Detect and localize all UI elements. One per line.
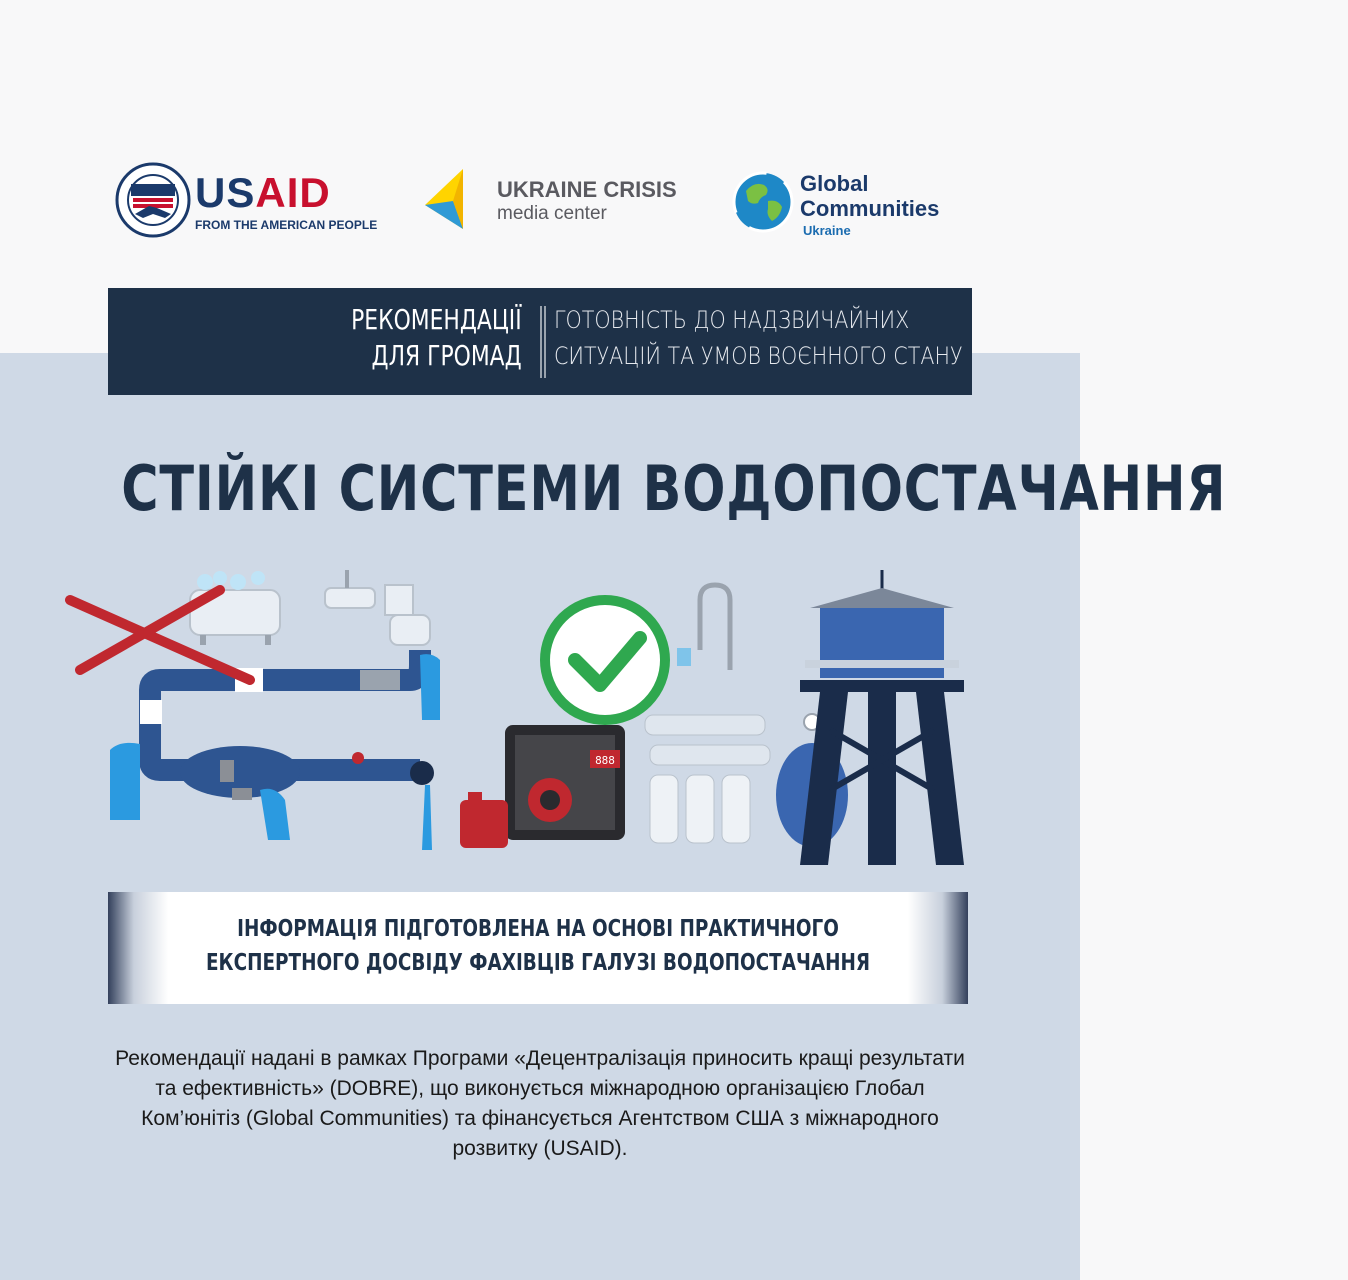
body-line3: Ком’юнітіз (Global Communities) та фінансується Агентством США з міжнародного [141, 1107, 939, 1130]
broken-pipes-icon [70, 570, 440, 850]
ucmc-subtitle: media center [497, 203, 607, 224]
banner-left-line2: ДЛЯ ГРОМАД [371, 339, 522, 372]
gc-title-line2: Communities [800, 196, 940, 221]
page-title-text: СТІЙКІ СИСТЕМИ ВОДОПОСТАЧАННЯ [121, 452, 1227, 525]
water-tower-icon [800, 570, 964, 865]
page-title [0, 452, 1227, 525]
header-banner [108, 288, 972, 395]
body-line4: розвитку (USAID). [452, 1137, 628, 1160]
usaid-wordmark: USAID [195, 169, 331, 216]
globe-icon [732, 171, 794, 233]
gc-country: Ukraine [803, 223, 851, 238]
ucmc-title: UKRAINE CRISIS [497, 177, 677, 202]
body-line1: Рекомендації надані в рамках Програми «Децентралізація приносить кращі результати [115, 1047, 965, 1070]
banner-right-line1: ГОТОВНІСТЬ ДО НАДЗВИЧАЙНИХ [554, 306, 910, 334]
usaid-tagline: FROM THE AMERICAN PEOPLE [195, 218, 378, 232]
body-paragraph [100, 1044, 980, 1164]
usaid-logo [115, 160, 378, 240]
info-text [108, 912, 968, 980]
info-line2: ЕКСПЕРТНОГО ДОСВІДУ ФАХІВЦІВ ГАЛУЗІ ВОДОПОСТАЧАННЯ [205, 950, 871, 976]
banner-left-text [351, 302, 522, 374]
usaid-seal-icon [115, 162, 191, 238]
body-line2: та ефективність» (DOBRE), що виконується міжнародною організацією Глобал [155, 1077, 925, 1100]
partner-logos [0, 150, 1080, 250]
water-systems-illustration [60, 560, 1020, 880]
banner-right-text [554, 302, 963, 374]
info-line1: ІНФОРМАЦІЯ ПІДГОТОВЛЕНА НА ОСНОВІ ПРАКТИЧНОГО [237, 916, 839, 942]
info-panel [108, 892, 968, 1004]
generator-icon [460, 600, 665, 848]
ucmc-logo [425, 165, 685, 235]
global-communities-logo [732, 165, 972, 245]
ucmc-triangle-icon [425, 167, 489, 231]
banner-left-line1: РЕКОМЕНДАЦІЇ [351, 303, 522, 336]
banner-right-line2: СИТУАЦІЙ ТА УМОВ ВОЄННОГО СТАНУ [554, 342, 963, 370]
gc-title-line1: Global [800, 171, 869, 196]
banner-separator [540, 306, 546, 378]
generator-display: 888 [595, 754, 615, 767]
